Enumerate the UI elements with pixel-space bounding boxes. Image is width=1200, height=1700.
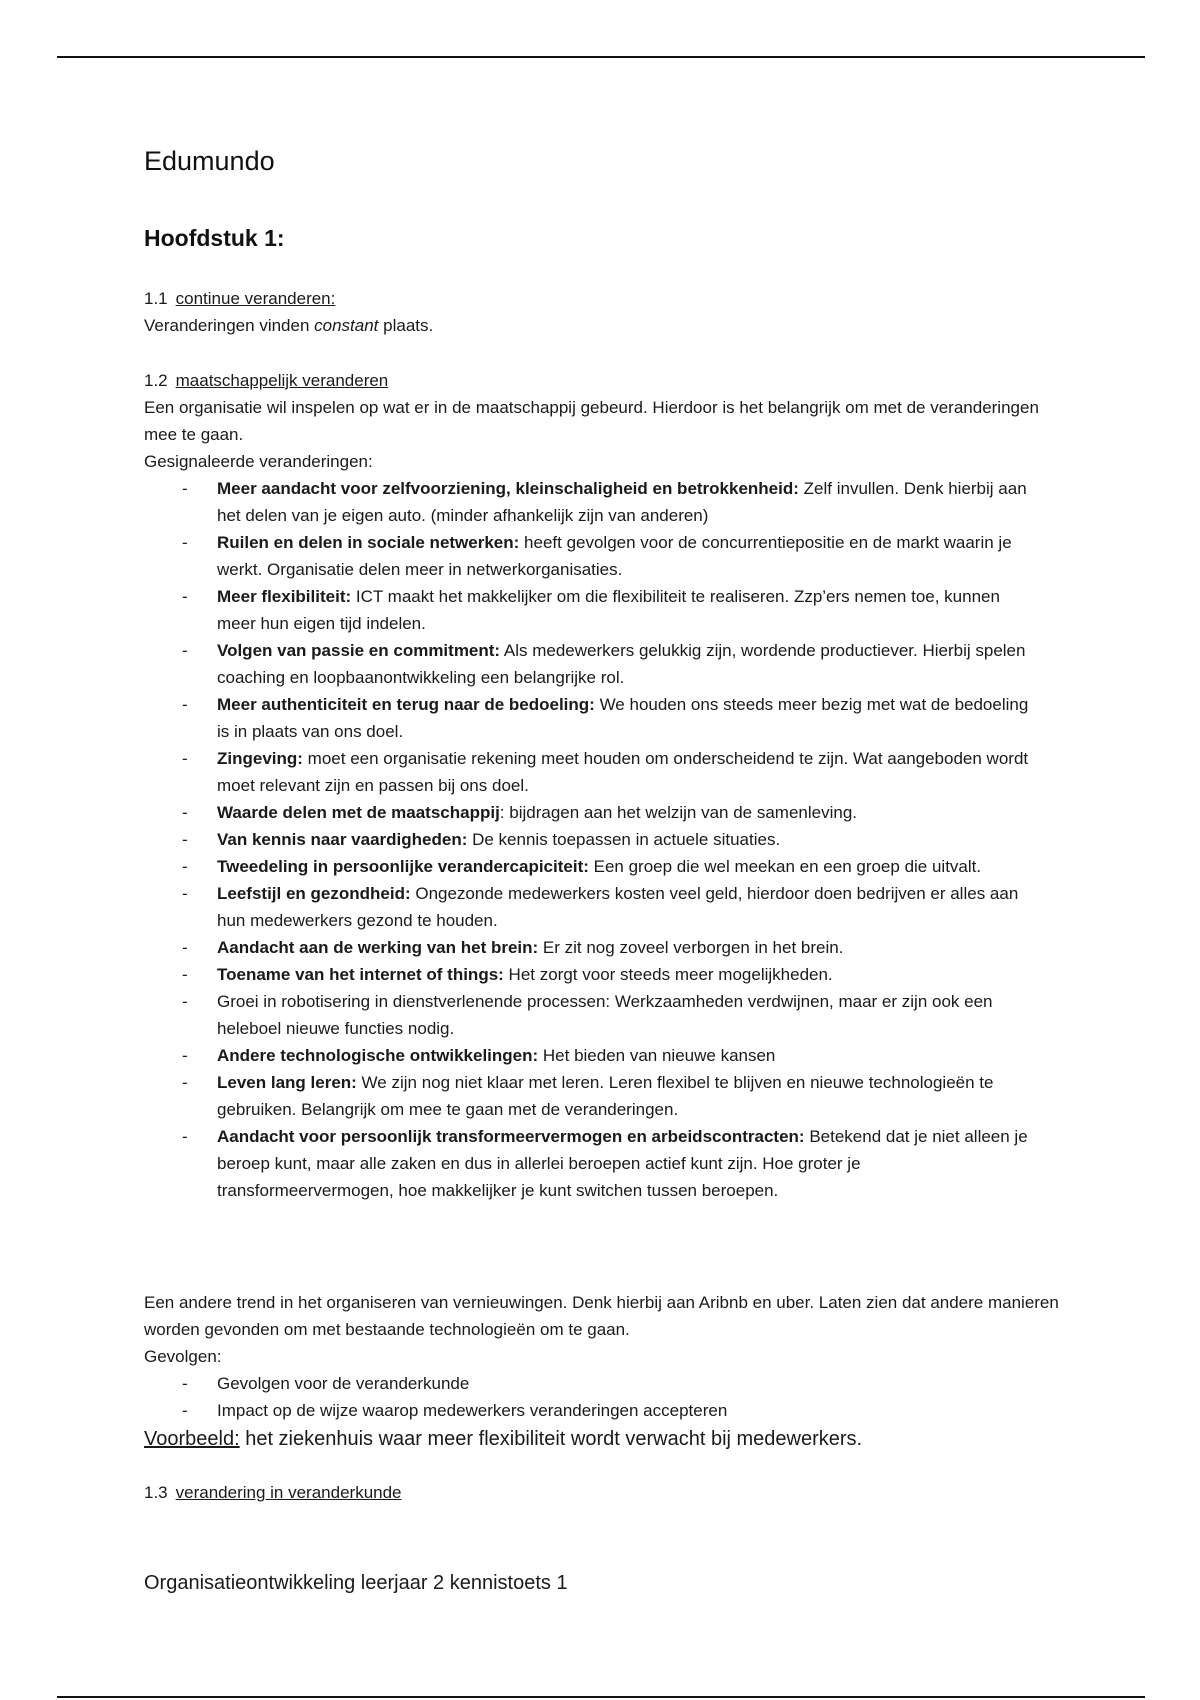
document-title: Edumundo (144, 146, 275, 176)
emphasis-text: constant (314, 316, 379, 335)
change-item (182, 583, 1032, 637)
change-item-text: heeft gevolgen voor de concurrentiepositie en de markt waarin je werkt. Organisatie delen meer in netwerkorganisaties. (217, 533, 1012, 579)
change-item-text: We houden ons steeds meer bezig met wat de bedoeling is in plaats van ons doel. (217, 695, 1029, 741)
change-item (182, 1069, 1032, 1123)
change-item (182, 745, 1032, 799)
change-item-term: Aandacht voor persoonlijk transformeervermogen en arbeidscontracten: (217, 1127, 805, 1146)
change-item (182, 1123, 1032, 1204)
gevolg-item: - Gevolgen voor de veranderkunde (182, 1370, 1032, 1397)
change-item-text: Als medewerkers gelukkig zijn, wordende productiever. Hierbij spelen coaching en loopbaanontwikkeling een belangrijke rol. (217, 641, 1026, 687)
gevolg-item: - Impact op de wijze waarop medewerkers veranderingen accepteren (182, 1397, 1032, 1424)
change-item-text: Ongezonde medewerkers kosten veel geld, hierdoor doen bedrijven er alles aan hun medewerkers gezond te houden. (217, 884, 1019, 930)
change-item (182, 691, 1032, 745)
change-item (182, 1042, 1032, 1069)
change-item-term: Tweedeling in persoonlijke verandercapiciteit: (217, 857, 589, 876)
change-item (182, 934, 1032, 961)
example-label: Voorbeeld: (144, 1428, 240, 1450)
change-item-term: Leefstijl en gezondheid: (217, 884, 411, 903)
change-item-term: Leven lang leren: (217, 1073, 357, 1092)
changes-list (182, 475, 1032, 1204)
section-1-3-heading (144, 1479, 402, 1506)
change-item-term: Ruilen en delen in sociale netwerken: (217, 533, 520, 552)
change-item (182, 799, 1032, 826)
section-number: 1.2 (144, 371, 168, 390)
change-item-text: moet een organisatie rekening meet houden om onderscheidend te zijn. Wat aangeboden wordt moet relevant zijn en passen bij ons doel. (217, 749, 1029, 795)
section-title: continue veranderen: (175, 289, 336, 308)
change-item-term: Andere technologische ontwikkelingen: (217, 1046, 539, 1065)
change-item-term: Waarde delen met de maatschappij (217, 803, 500, 822)
example-text: het ziekenhuis waar meer flexibiliteit wordt verwacht bij medewerkers. (239, 1428, 863, 1450)
example-line (144, 1425, 862, 1453)
section-1-2-intro: Een organisatie wil inspelen op wat er in de maatschappij gebeurd. Hierdoor is het belangrijk om met de veranderingen mee te gaan. (144, 398, 1039, 444)
change-item-term: Volgen van passie en commitment: (217, 641, 501, 660)
change-item-term: Aandacht aan de werking van het brein: (217, 938, 539, 957)
bottom-rule (57, 1696, 1145, 1698)
change-item-text: Een groep die wel meekan en een groep die uitvalt. (588, 857, 982, 876)
change-item-text: Groei in robotisering in dienstverlenende processen: Werkzaamheden verdwijnen, maar er zijn ook een heleboel nieuwe functies nodig. (217, 992, 993, 1038)
change-item-term: Meer flexibiliteit: (217, 587, 352, 606)
gevolgen-label: Gevolgen: (144, 1347, 222, 1366)
text-part: Veranderingen vinden (144, 316, 315, 335)
change-item-term: Meer aandacht voor zelfvoorziening, kleinschaligheid en betrokkenheid: (217, 479, 799, 498)
change-item-term: Zingeving: (217, 749, 303, 768)
change-item-text: ICT maakt het makkelijker om die flexibiliteit te realiseren. Zzp’ers nemen toe, kunnen meer hun eigen tijd indelen. (217, 587, 1000, 633)
change-item-text: Er zit nog zoveel verborgen in het brein. (538, 938, 844, 957)
change-item-text: We zijn nog niet klaar met leren. Leren flexibel te blijven en nieuwe technologieën te gebruiken. Belangrijk om mee te gaan met de veranderingen. (217, 1073, 994, 1119)
change-item-term: Van kennis naar vaardigheden: (217, 830, 468, 849)
top-rule (57, 56, 1145, 58)
change-item-text: Het zorgt voor steeds meer mogelijkheden. (503, 965, 833, 984)
change-item-text: : bijdragen aan het welzijn van de samenleving. (499, 803, 858, 822)
change-item (182, 529, 1032, 583)
change-item (182, 880, 1032, 934)
chapter-heading: Hoofdstuk 1: (144, 225, 285, 251)
change-item (182, 988, 1032, 1042)
change-item-text: De kennis toepassen in actuele situaties. (467, 830, 781, 849)
section-1-2-heading (144, 367, 388, 394)
course-title: Organisatieontwikkeling leerjaar 2 kennistoets 1 (144, 1572, 568, 1594)
section-1-1-heading (144, 285, 335, 312)
change-item (182, 961, 1032, 988)
section-number: 1.3 (144, 1483, 168, 1502)
change-item (182, 637, 1032, 691)
change-item-text: Het bieden van nieuwe kansen (538, 1046, 776, 1065)
section-number: 1.1 (144, 289, 168, 308)
change-item-term: Meer authenticiteit en terug naar de bedoeling: (217, 695, 595, 714)
change-item (182, 853, 1032, 880)
section-title: maatschappelijk veranderen (175, 371, 389, 390)
change-item-text: Zelf invullen. Denk hierbij aan het delen van je eigen auto. (minder afhankelijk zijn van anderen) (217, 479, 1027, 525)
change-item (182, 826, 1032, 853)
change-item (182, 475, 1032, 529)
change-item-term: Toename van het internet of things: (217, 965, 504, 984)
changes-lead: Gesignaleerde veranderingen: (144, 452, 373, 471)
trend-paragraph: Een andere trend in het organiseren van vernieuwingen. Denk hierbij aan Aribnb en uber. Laten zien dat andere manieren worden gevonden om met bestaande technologieën om te gaan. (144, 1293, 1059, 1339)
gevolgen-list (182, 1370, 1032, 1424)
text-part: plaats. (378, 316, 434, 335)
change-item-text: Betekend dat je niet alleen je beroep kunt, maar alle zaken en dus in allerlei beroepen actief kunt zijn. Hoe groter je transformeervermogen, hoe makkelijker je kunt switchen tussen beroepen. (217, 1127, 1028, 1200)
section-1-1-text (144, 312, 1064, 339)
section-title: verandering in veranderkunde (175, 1483, 402, 1502)
